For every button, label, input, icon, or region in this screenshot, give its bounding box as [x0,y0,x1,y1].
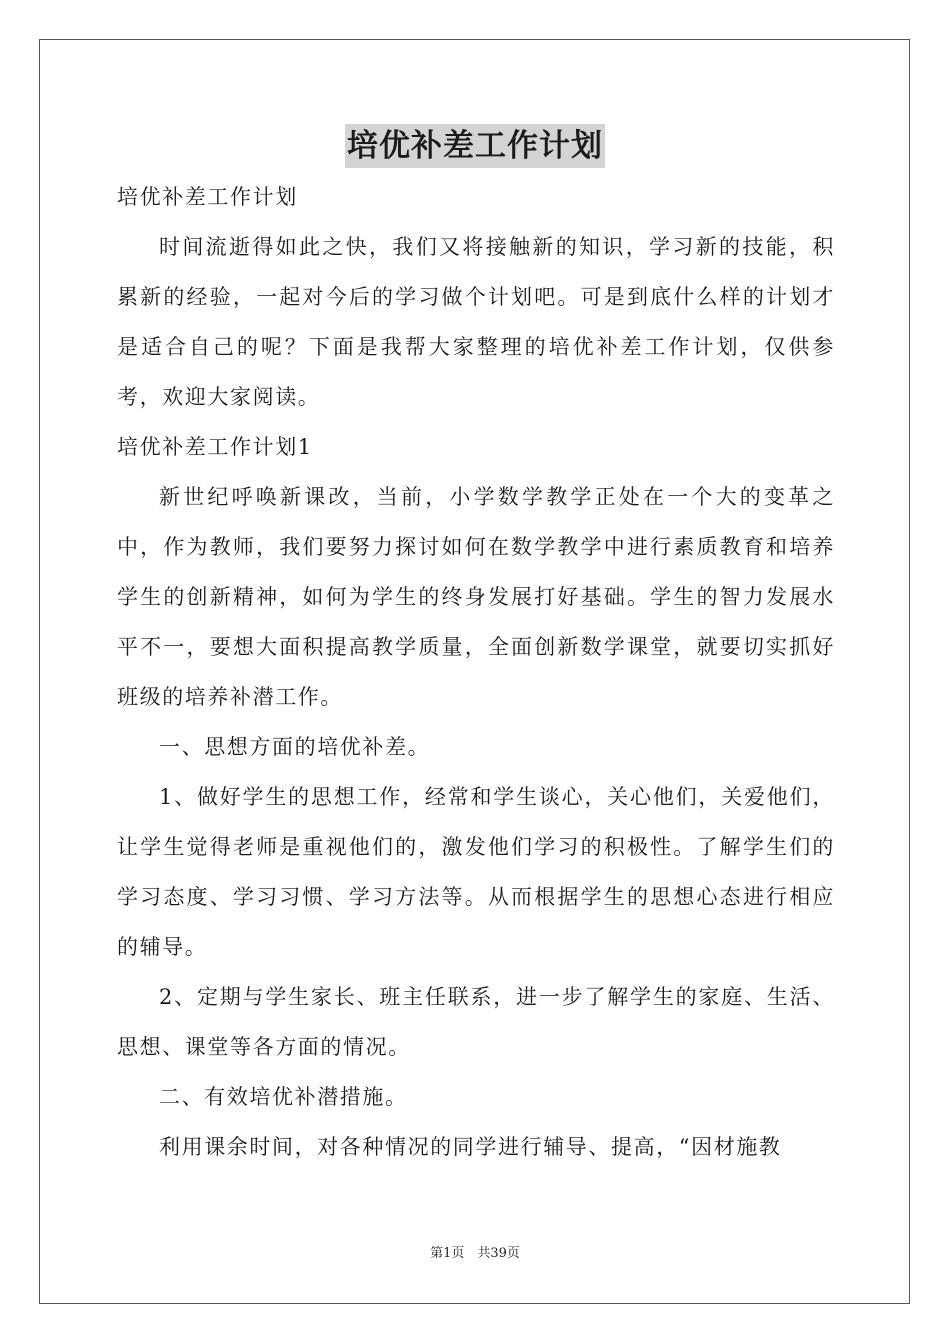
list-item-1: 1、做好学生的思想工作，经常和学生谈心，关心他们，关爱他们，让学生觉得老师是重视他们的，激发他们学习的积极性。了解学生们的学习态度、学习习惯、学习方法等。从而根据学生的思想心态进行相应的辅导。 [117,785,835,959]
section-heading-thought: 一、思想方面的培优补差。 [159,735,431,759]
body-paragraph: 新世纪呼唤新课改，当前，小学数学教学正处在一个大的变革之中，作为教师，我们要努力探讨如何在数学教学中进行素质教育和培养学生的创新精神，如何为学生的终身发展打好基础。学生的智力发展水平不一，要想大面积提高教学质量，全面创新数学课堂，就要切实抓好班级的培养补潜工作。 [117,485,835,709]
body-paragraph-last: 利用课余时间，对各种情况的同学进行辅导、提高，“因材施教 [159,1135,782,1159]
document-body [117,172,835,1172]
list-item-2: 2、定期与学生家长、班主任联系，进一步了解学生的家庭、生活、思想、课堂等各方面的情况。 [117,985,835,1059]
section-heading-measures: 二、有效培优补潜措施。 [159,1085,408,1109]
title-container [0,124,950,168]
document-title: 培优补差工作计划 [345,124,605,168]
section-heading-plan-1: 培优补差工作计划1 [117,435,313,459]
intro-paragraph: 时间流逝得如此之快，我们又将接触新的知识，学习新的技能，积累新的经验，一起对今后的学习做个计划吧。可是到底什么样的计划才是适合自己的呢？下面是我帮大家整理的培优补差工作计划，仅供参考，欢迎大家阅读。 [117,235,835,409]
page-footer: 第1页 共39页 [430,1246,520,1261]
subtitle-heading: 培优补差工作计划 [117,185,298,209]
